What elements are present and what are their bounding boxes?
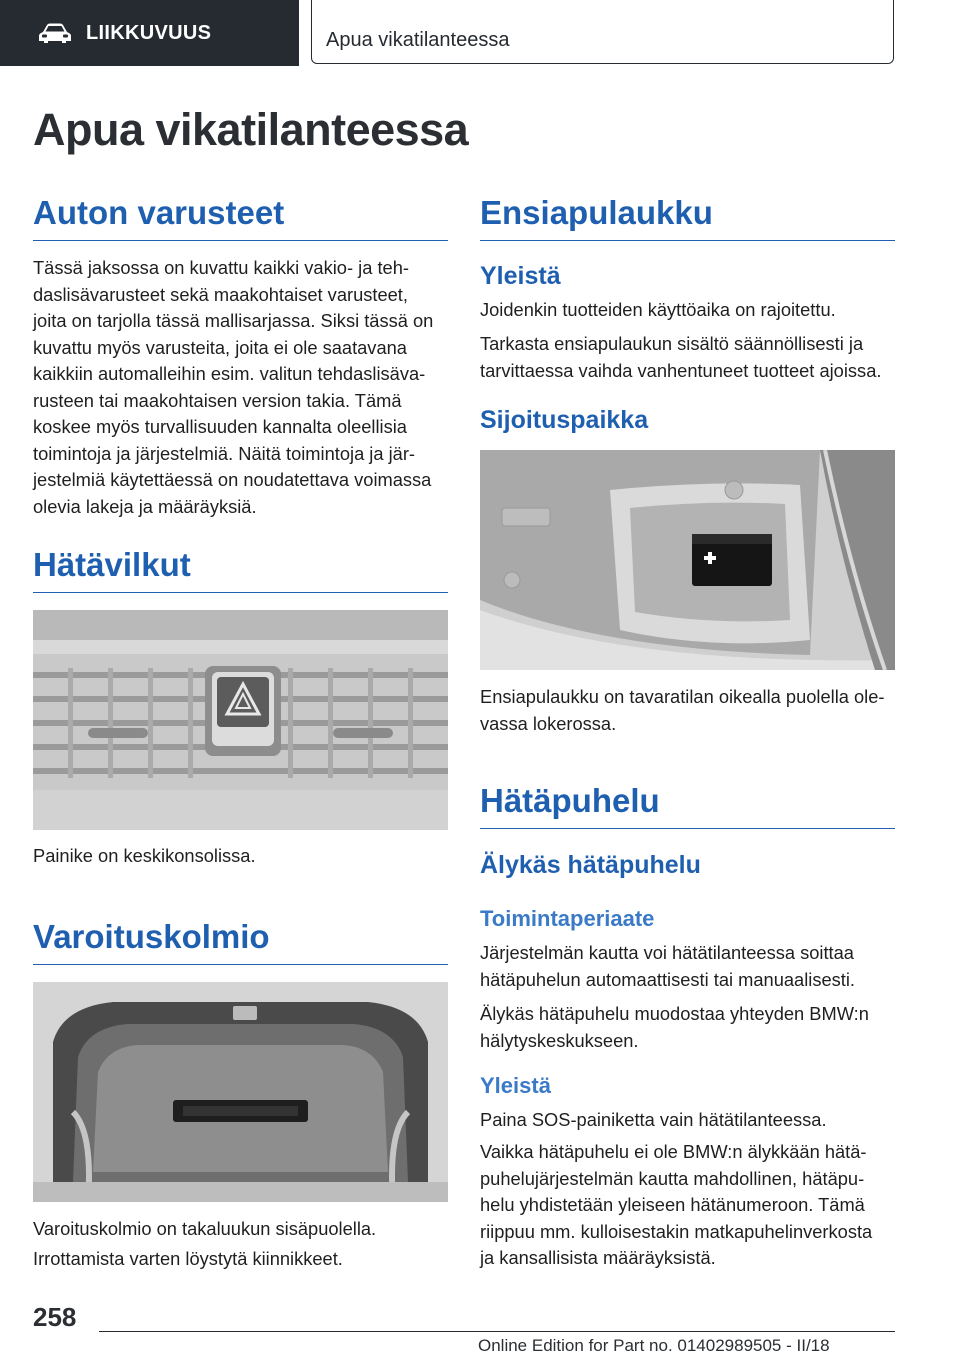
heading-yleista-2: Yleistä	[480, 1073, 551, 1098]
varoituskolmio-caption-1: Varoituskolmio on takaluukun sisäpuolella.	[33, 1218, 377, 1239]
heading-varoituskolmio: Varoituskolmio	[33, 918, 448, 965]
page-number: 258	[33, 1302, 77, 1332]
heading-sijoituspaikka: Sijoituspaikka	[480, 406, 649, 434]
section-tab[interactable]	[0, 0, 299, 66]
ensiapu-yleista-text-1: Joidenkin tuotteiden käyttöaika on rajoitettu.	[480, 299, 836, 320]
toiminta-text-2: Älykäs hätäpuhelu muodostaa yhteyden BMW:n hälytyskeskukseen.	[480, 1003, 869, 1051]
warning-triangle-image	[33, 982, 448, 1202]
hatavilkut-caption: Painike on keskikonsolissa.	[33, 845, 256, 866]
car-icon	[38, 22, 72, 44]
heading-alykas-hatapuhelu: Älykäs hätäpuhelu	[480, 851, 701, 879]
heading-hatavilkut: Hätävilkut	[33, 546, 448, 593]
heading-toimintaperiaate: Toimintaperiaate	[480, 906, 655, 931]
hazard-button-image	[33, 610, 448, 830]
heading-auton-varusteet: Auton varusteet	[33, 194, 448, 241]
first-aid-location-image	[480, 450, 895, 670]
hatapuhelu-yleista-text-1: Paina SOS-painiketta vain hätätilanteessa.	[480, 1109, 827, 1130]
edition-text: Online Edition for Part no. 01402989505 - II/18	[478, 1336, 830, 1355]
toiminta-text-1: Järjestelmän kautta voi hätätilanteessa soittaa hätäpuhelun automaattisesti tai manuaalisesti.	[480, 942, 855, 990]
ensiapu-yleista-text-2: Tarkasta ensiapulaukun sisältö säännöllisesti ja tarvittaessa vaihda vanhentuneet tuotteet ajoissa.	[480, 333, 882, 381]
varoituskolmio-caption-2: Irrottamista varten löystytä kiinnikkeet.	[33, 1248, 343, 1269]
section-label: LIIKKUVUUS	[86, 21, 212, 44]
page-tab[interactable]	[311, 0, 894, 64]
heading-yleista: Yleistä	[480, 262, 561, 290]
ensiapu-caption: Ensiapulaukku on tavaratilan oikealla puolella ole- vassa lokerossa.	[480, 686, 885, 734]
heading-ensiapulaukku: Ensiapulaukku	[480, 194, 895, 241]
page-title: Apua vikatilanteessa	[33, 104, 469, 155]
heading-hatapuhelu: Hätäpuhelu	[480, 782, 895, 829]
footer-divider	[99, 1331, 895, 1332]
page-header	[0, 0, 960, 66]
page-label: Apua vikatilanteessa	[326, 29, 510, 51]
hatapuhelu-yleista-text-2: Vaikka hätäpuhelu ei ole BMW:n älykkään hätä- puhelujärjestelmän kautta mahdollinen, hätäpu- helu yhdistetään yleiseen hätänumeroon. Tämä riippuu mm. kulloisestakin matkapuhelinverkosta ja kansallisista määräyksistä.	[480, 1141, 873, 1268]
auton-varusteet-text: Tässä jaksossa on kuvattu kaikki vakio- ja teh- daslisävarusteet sekä maakohtaiset varusteet, joita on tarjolla tässä mallisarjassa. Siksi tässä on kuvattu myös varusteita, joita ei ole saatavana kaikkiin automalleihin esim. valitun tehdaslisäva- rusteen tai maakohtaisen version takia. Tämä koskee myös turvallisuuden kannalta oleellisia toimintoja ja järjestelmiä. Näitä toimintoja ja jär- jestelmiä käytettäessä on noudatettava voimassa olevia lakeja ja määräyksiä.	[33, 257, 434, 517]
